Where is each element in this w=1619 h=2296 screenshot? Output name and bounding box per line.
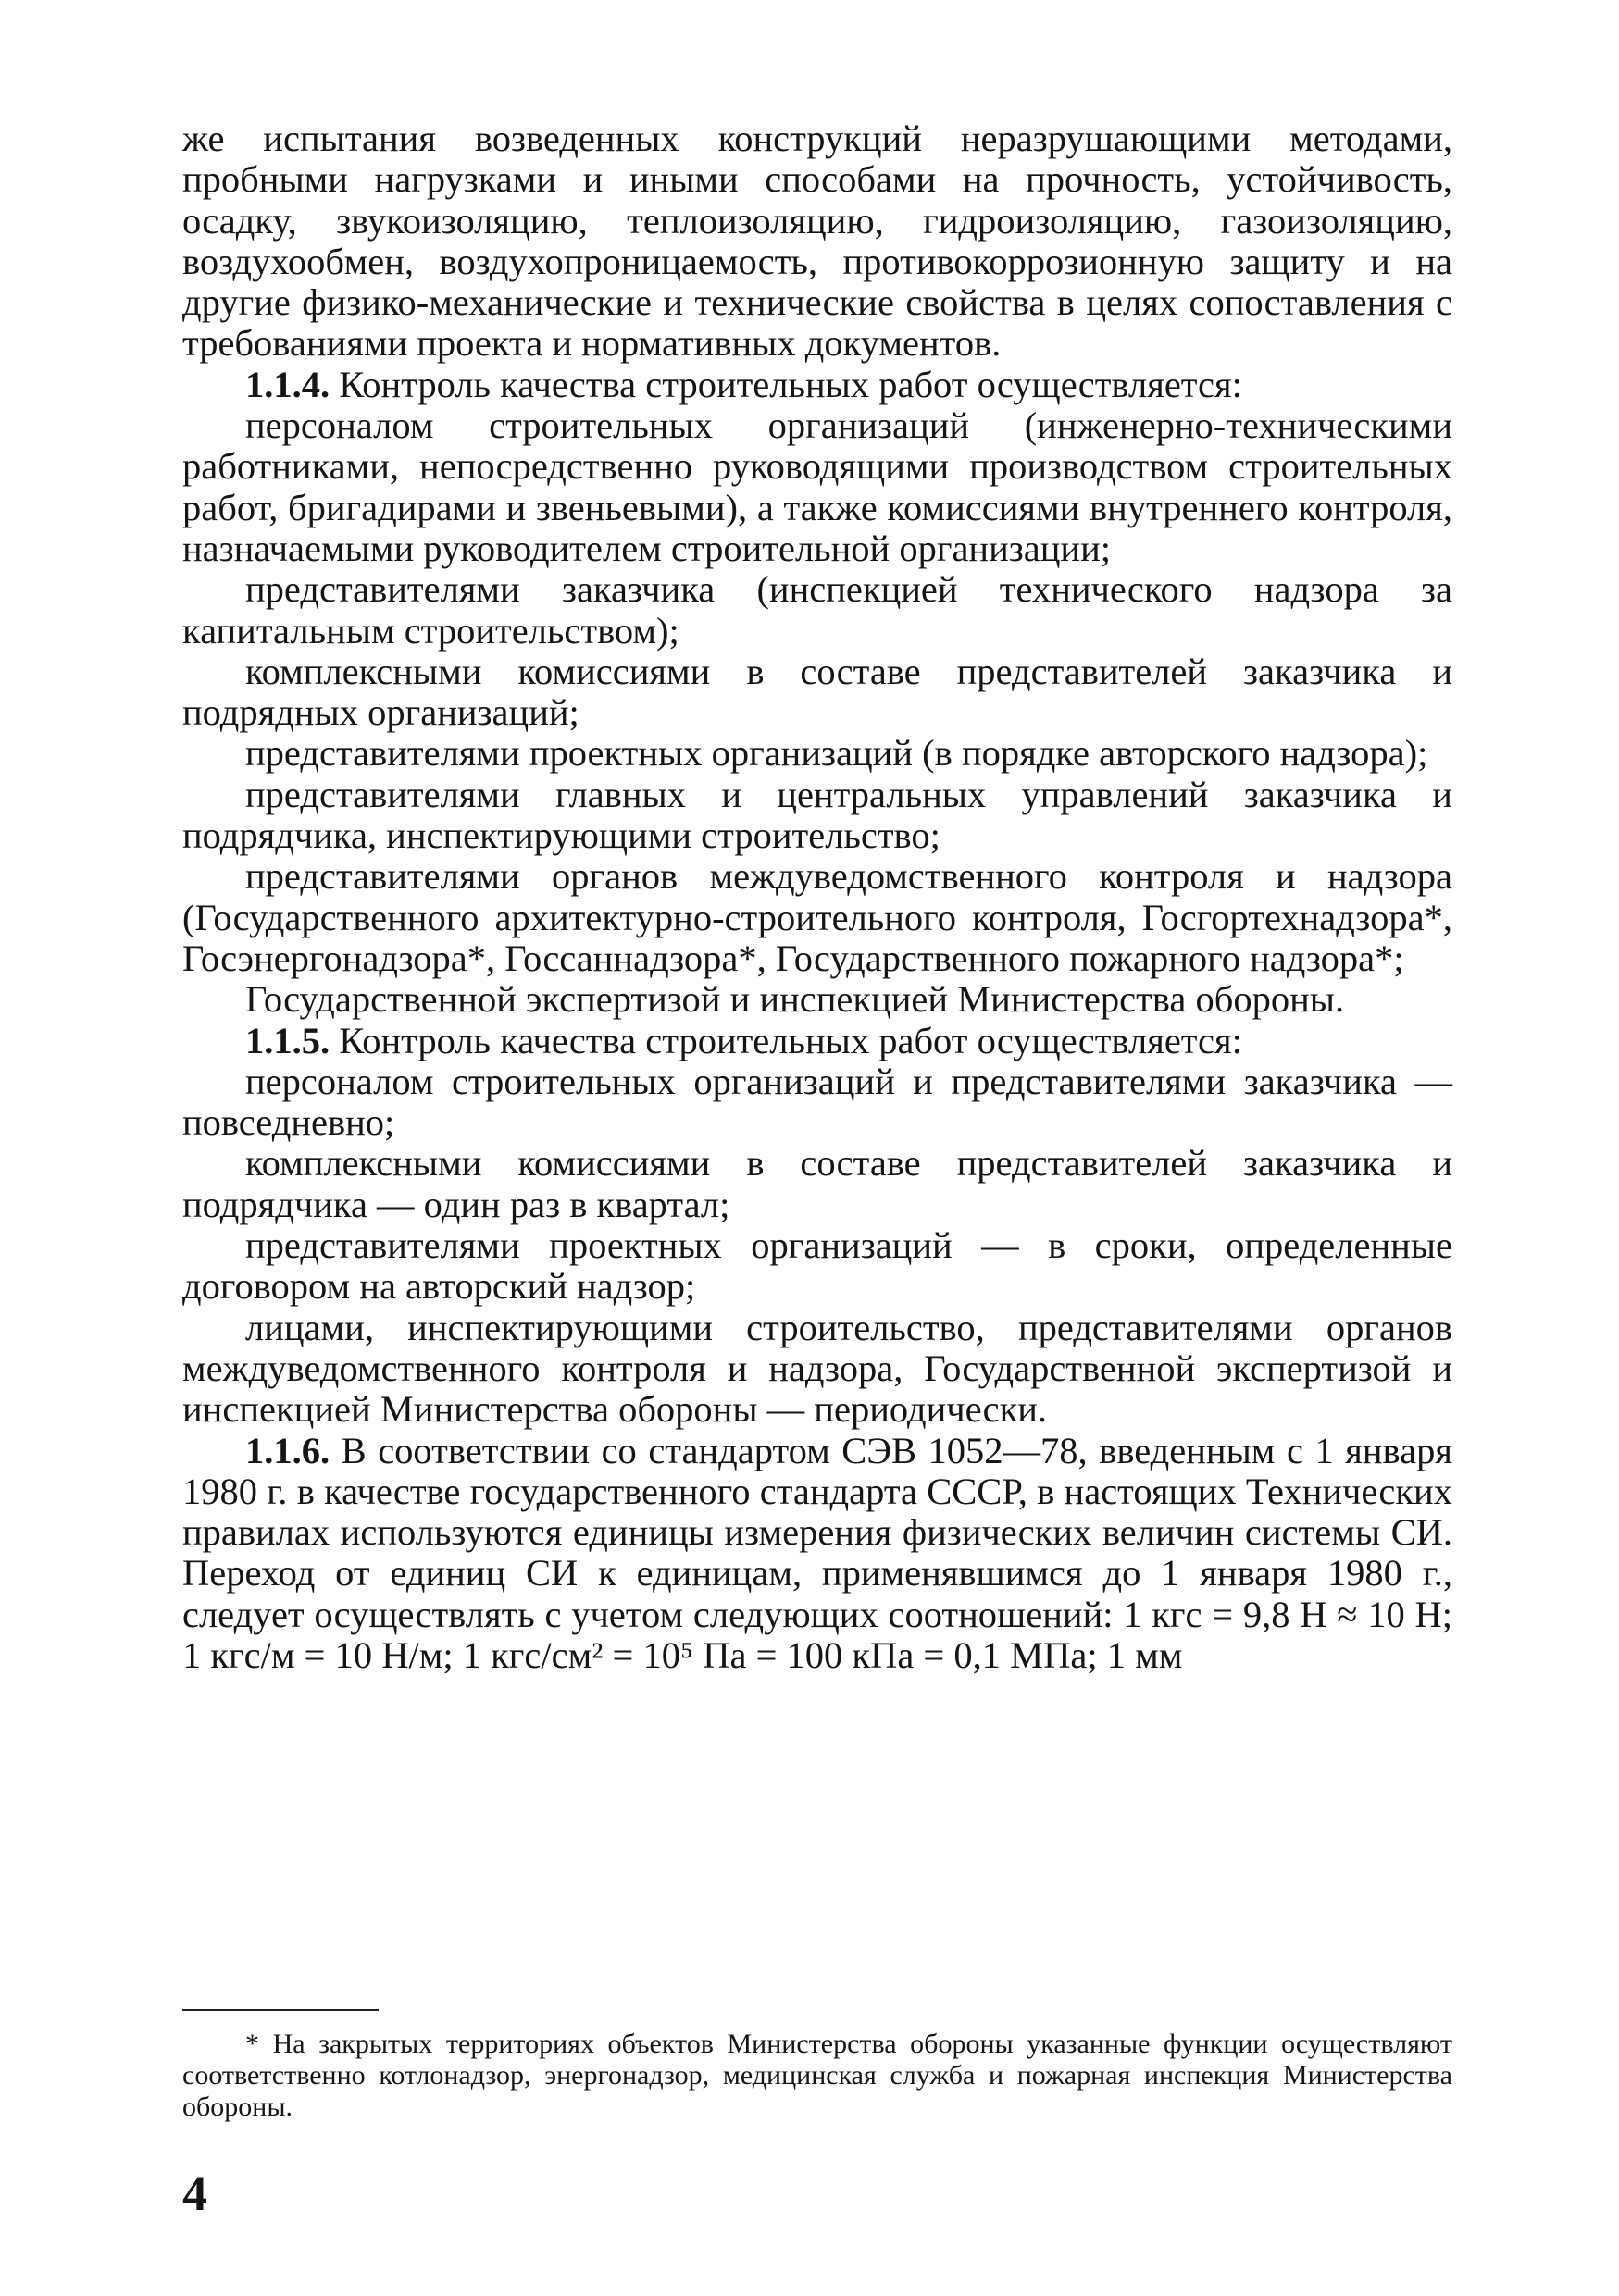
list-paragraph: [182, 1143, 1452, 1225]
clause-paragraph: [182, 365, 1452, 405]
continued-paragraph: [182, 118, 1452, 365]
paragraph-text: представителями главных и центральных управлений заказчика и подрядчика, инспектирующими строительство;: [182, 773, 1452, 857]
clause-number: 1.1.6.: [245, 1429, 330, 1471]
paragraph-text: Контроль качества строительных работ осуществляется:: [339, 363, 1242, 405]
clause-paragraph: [182, 1021, 1452, 1061]
paragraph-text: Контроль качества строительных работ осуществляется:: [339, 1019, 1242, 1061]
list-paragraph: [182, 856, 1452, 979]
paragraph-text: представителями проектных организаций (в порядке авторского надзора);: [245, 732, 1428, 775]
body-text: [182, 118, 1452, 1676]
paragraph-text: же испытания возведенных конструкций неразрушающими методами, пробными нагрузками и иными способами на прочность, устойчивость, осадку, звукоизоляцию, теплоизоляцию, гидроизоляцию, газоизоляцию, воздухообмен, воздухопроницаемость, противокоррозионную защиту и на другие физико-механические и технические свойства в целях сопоставления с требованиями проекта и нормативных документов.: [182, 118, 1452, 365]
paragraph-text: комплексными комиссиями в составе представителей заказчика и подрядных организаций;: [182, 650, 1452, 734]
paragraph-text: представителями заказчика (инспекцией технического надзора за капитальным строительством);: [182, 568, 1452, 652]
list-paragraph: [182, 569, 1452, 652]
paragraph-text: комплексными комиссиями в составе представителей заказчика и подрядчика — один раз в квартал;: [182, 1142, 1452, 1225]
paragraph-text: представителями проектных организаций — в сроки, определенные договором на авторский надзор;: [182, 1224, 1452, 1308]
clause-number: 1.1.4.: [245, 363, 330, 405]
paragraph-text: В соответствии со стандартом СЭВ 1052—78, введенным с 1 января 1980 г. в качестве государственного стандарта СССР, в настоящих Технических правилах используются единицы измерения физических величин системы СИ. Переход от единиц СИ к единицам, применявшимся до 1 января 1980 г., следует осуществлять с учетом следующих соотношений: 1 кгс = 9,8 Н ≈ 10 Н; 1 кгс/м = 10 Н/м; 1 кгс/см² = 10⁵ Па = 100 кПа = 0,1 МПа; 1 мм: [182, 1429, 1452, 1676]
page-number: 4: [182, 2166, 207, 2221]
list-paragraph: [182, 405, 1452, 569]
list-paragraph: [182, 979, 1452, 1020]
clause-number: 1.1.5.: [245, 1019, 330, 1061]
list-paragraph: [182, 775, 1452, 857]
list-paragraph: [182, 1225, 1452, 1308]
footnote-divider: [182, 2009, 379, 2011]
paragraph-text: персоналом строительных организаций и представителями заказчика — повседневно;: [182, 1060, 1452, 1144]
clause-paragraph: [182, 1431, 1452, 1677]
paragraph-text: персоналом строительных организаций (инженерно-техническими работниками, непосредственно руководящими производством строительных работ, бригадирами и звеньевыми), а также комиссиями внутреннего контроля, назначаемыми руководителем строительной организации;: [182, 404, 1452, 569]
list-paragraph: [182, 652, 1452, 734]
footnote: * На закрытых территориях объектов Министерства обороны указанные функции осуществляют соответственно котлонадзор, энергонадзор, медицинская служба и пожарная инспекция Министерства обороны.: [182, 2029, 1452, 2122]
list-paragraph: [182, 1308, 1452, 1431]
paragraph-text: представителями органов междуведомственного контроля и надзора (Государственного архитектурно-строительного контроля, Госгортехнадзора*, Госэнергонадзора*, Госсаннадзора*, Государственного пожарного надзора*;: [182, 855, 1452, 979]
paragraph-text: Государственной экспертизой и инспекцией Министерства обороны.: [245, 978, 1345, 1021]
list-paragraph: [182, 733, 1452, 774]
paragraph-text: лицами, инспектирующими строительство, представителями органов междуведомственного контроля и надзора, Государственной экспертизой и инспекцией Министерства обороны — периодически.: [182, 1306, 1452, 1431]
list-paragraph: [182, 1061, 1452, 1144]
